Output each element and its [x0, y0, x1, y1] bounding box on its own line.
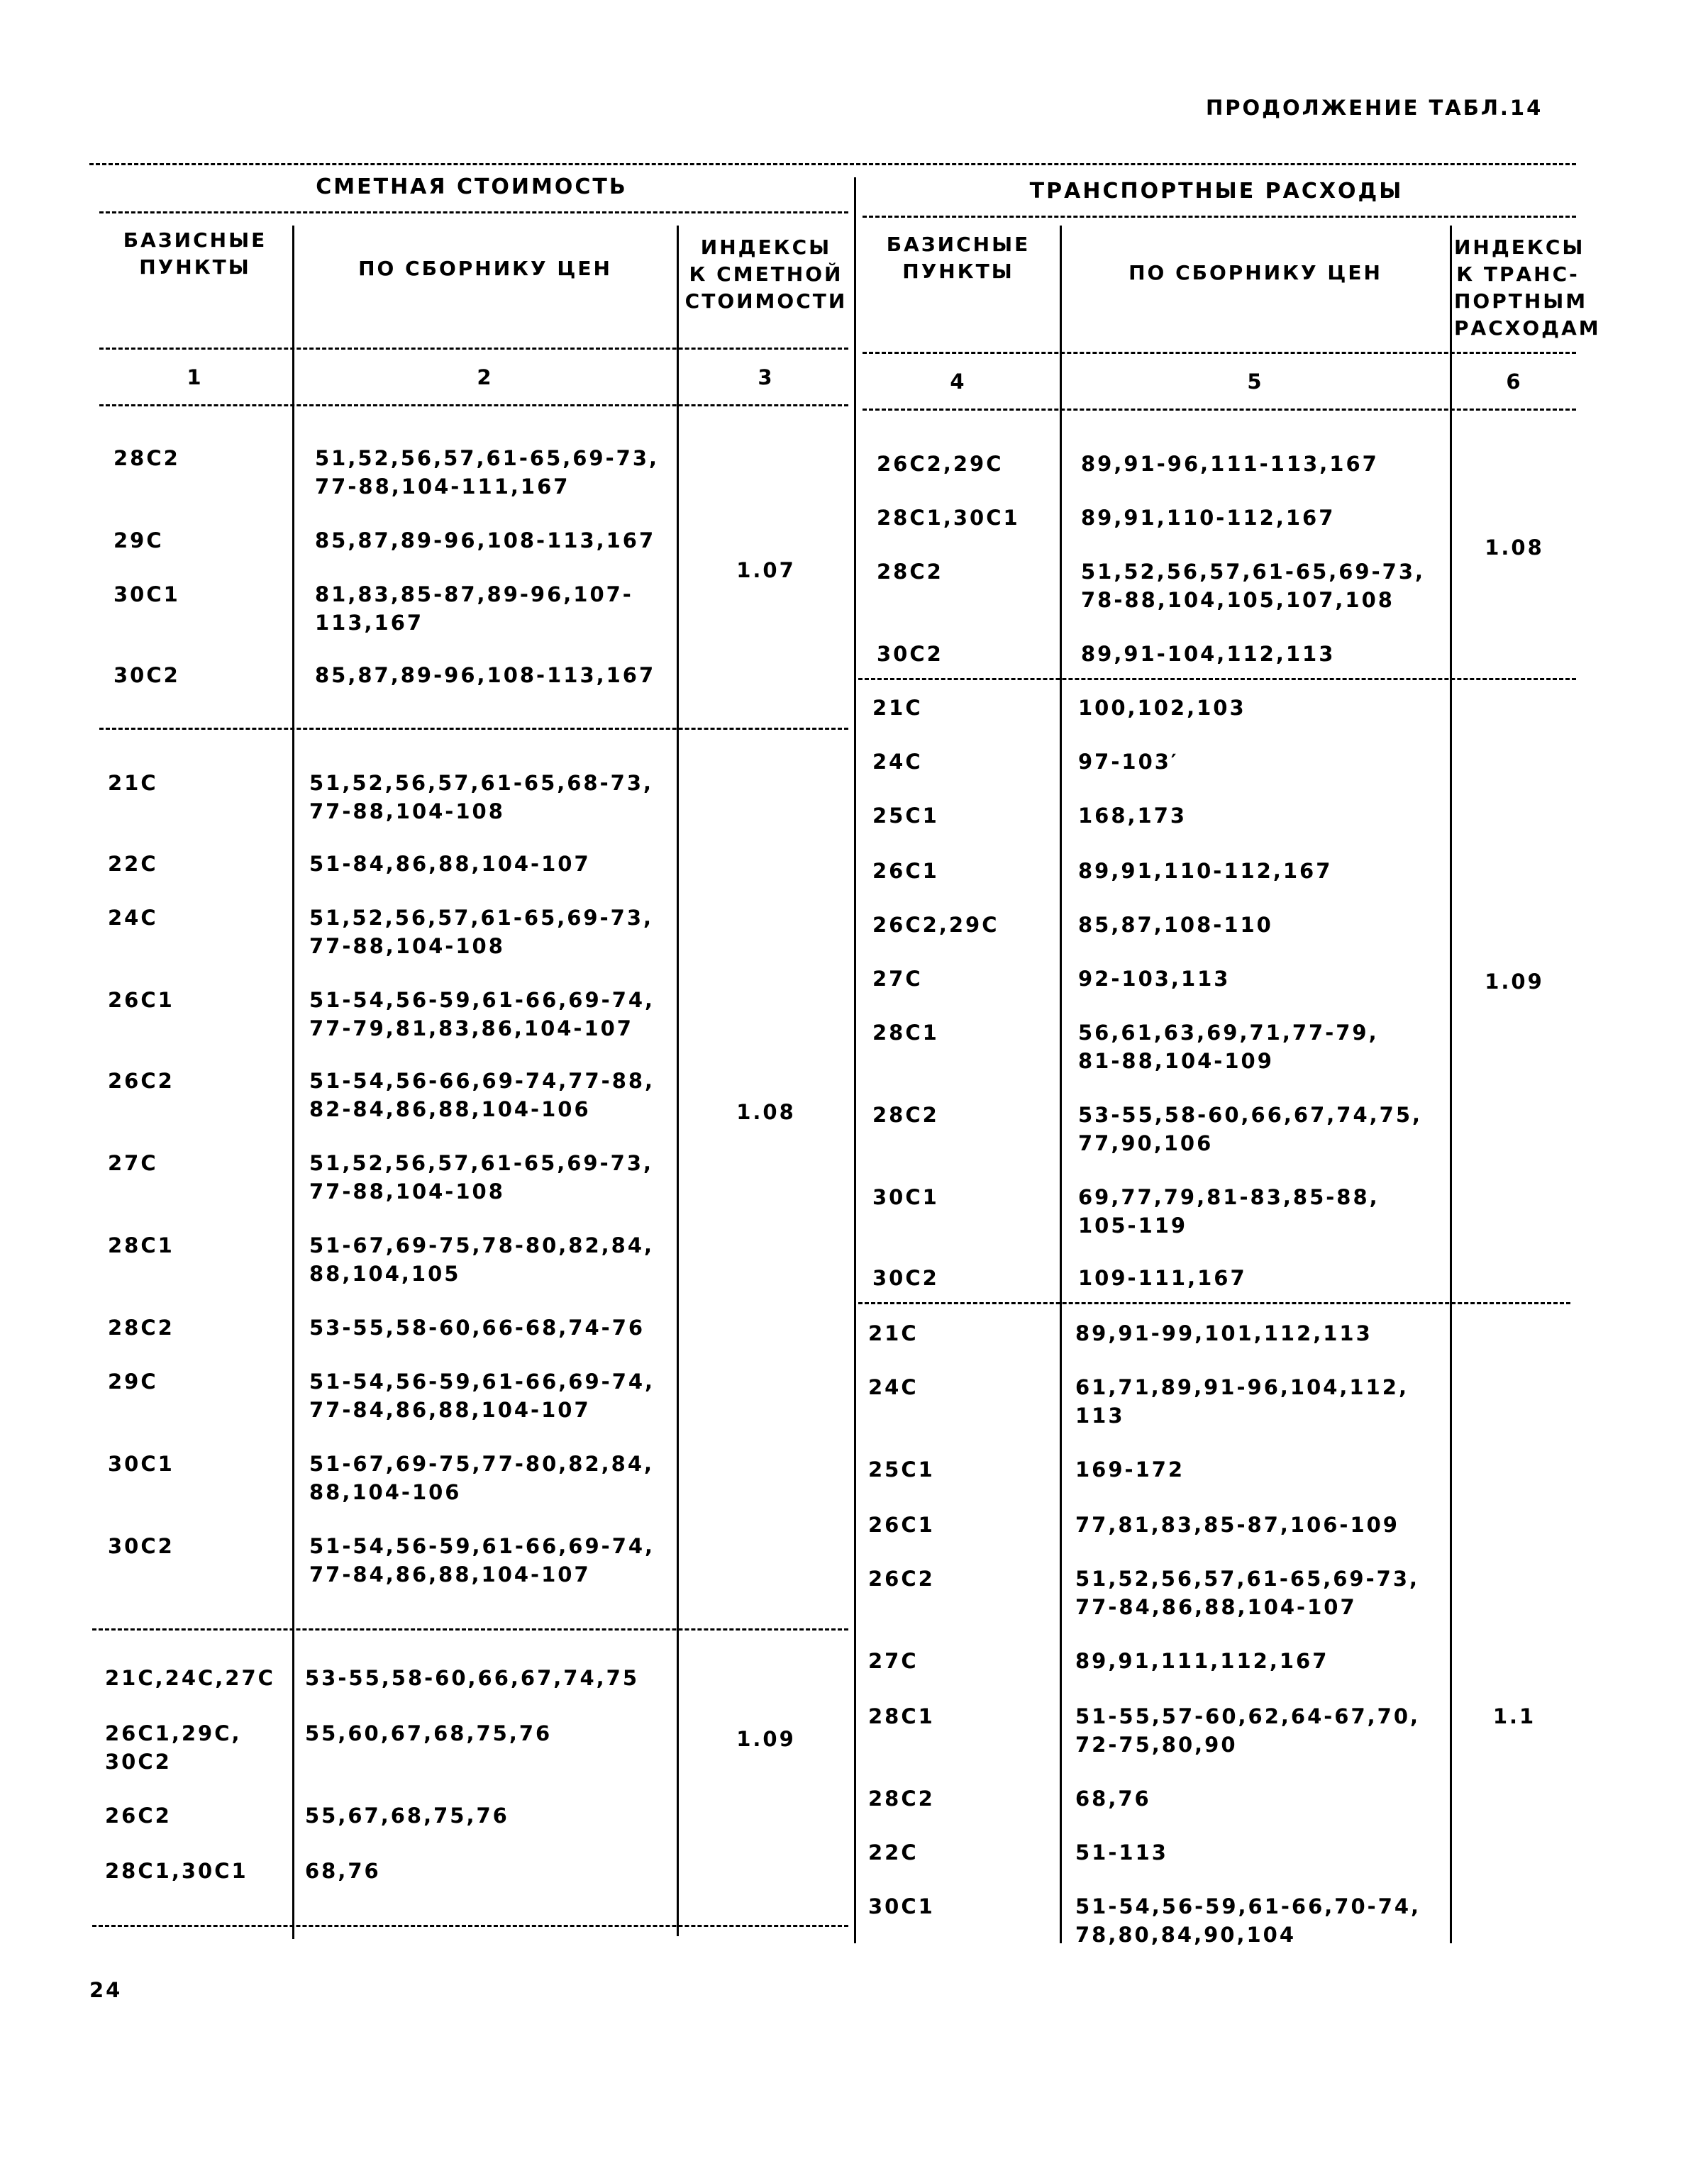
basis-point: 24С — [108, 906, 158, 930]
price-list-items: 169-172 — [1075, 1457, 1185, 1482]
basis-point: 30С2 — [872, 1266, 939, 1290]
basis-point: 26С1 — [872, 859, 939, 883]
price-list-items: 53-55,58-60,66,67,74,75 — [305, 1666, 640, 1690]
column-header-5: ПО СБОРНИКУ ЦЕН — [1128, 261, 1382, 284]
price-list-items: 85,87,108-110 — [1078, 913, 1273, 937]
column-header-1: БАЗИСНЫЕ ПУНКТЫ — [123, 228, 267, 279]
basis-point: 26С2,29С — [872, 913, 999, 937]
dashed-rule — [863, 409, 1576, 411]
price-list-items: 89,91-99,101,112,113 — [1075, 1321, 1372, 1345]
column-number-4: 4 — [950, 370, 967, 394]
dashed-rule — [89, 163, 1576, 165]
price-list-items: 85,87,89-96,108-113,167 — [315, 663, 656, 687]
price-list-items: 51,52,56,57,61-65,69-73, 77-84,86,88,104-107 — [1075, 1567, 1420, 1619]
dashed-rule — [99, 404, 848, 406]
basis-point: 26С1 — [108, 988, 174, 1012]
column-number-5: 5 — [1247, 370, 1264, 394]
price-list-items: 109-111,167 — [1078, 1266, 1247, 1290]
column-rule — [677, 226, 679, 1936]
price-list-items: 51-54,56-59,61-66,69-74, 77-84,86,88,104-107 — [309, 1370, 655, 1422]
dashed-rule — [858, 1302, 1570, 1304]
basis-point: 26С1,29С, 30С2 — [105, 1721, 242, 1774]
column-number-3: 3 — [758, 365, 775, 389]
dashed-rule — [92, 1628, 848, 1631]
basis-point: 28С1 — [872, 1021, 939, 1045]
transport-cost-index: 1.08 — [1485, 535, 1544, 560]
dashed-rule — [863, 352, 1576, 354]
price-list-items: 51-54,56-59,61-66,70-74, 78,80,84,90,104 — [1075, 1894, 1421, 1947]
price-list-items: 89,91,111,112,167 — [1075, 1649, 1329, 1673]
price-list-items: 68,76 — [1075, 1787, 1151, 1811]
dashed-rule — [863, 216, 1576, 218]
column-header-2: ПО СБОРНИКУ ЦЕН — [358, 257, 612, 280]
column-header-6: ИНДЕКСЫ К ТРАНС- ПОРТНЫМ РАСХОДАМ — [1454, 235, 1601, 340]
price-list-items: 56,61,63,69,71,77-79, 81-88,104-109 — [1078, 1021, 1379, 1073]
basis-point: 28С1 — [108, 1233, 174, 1257]
column-header-4: БАЗИСНЫЕ ПУНКТЫ — [886, 233, 1031, 283]
basis-point: 22С — [108, 852, 158, 876]
group-header-transport-costs: ТРАНСПОРТНЫЕ РАСХОДЫ — [1029, 179, 1404, 204]
basis-point: 26С2 — [105, 1804, 172, 1828]
price-list-items: 51-54,56-59,61-66,69-74, 77-84,86,88,104-107 — [309, 1534, 655, 1587]
column-rule — [854, 177, 856, 1943]
estimated-cost-index: 1.08 — [736, 1100, 796, 1124]
basis-point: 28С2 — [872, 1103, 939, 1127]
price-list-items: 61,71,89,91-96,104,112, 113 — [1075, 1375, 1409, 1428]
page-number: 24 — [89, 1978, 123, 2002]
basis-point: 27С — [108, 1151, 158, 1175]
price-list-items: 51-54,56-66,69-74,77-88, 82-84,86,88,104-106 — [309, 1069, 655, 1121]
price-list-items: 55,67,68,75,76 — [305, 1804, 509, 1828]
column-header-3: ИНДЕКСЫ К СМЕТНОЙ СТОИМОСТИ — [684, 235, 848, 313]
price-list-items: 89,91,110-112,167 — [1078, 859, 1333, 883]
price-list-items: 168,173 — [1078, 804, 1187, 828]
dashed-rule — [92, 1925, 848, 1927]
basis-point: 27С — [872, 967, 923, 991]
column-rule — [1450, 226, 1452, 1943]
basis-point: 29С — [113, 528, 164, 552]
transport-cost-index: 1.09 — [1485, 970, 1544, 994]
price-list-items: 51,52,56,57,61-65,68-73, 77-88,104-108 — [309, 771, 654, 823]
dashed-rule — [99, 211, 848, 213]
price-list-items: 51-113 — [1075, 1840, 1168, 1865]
column-rule — [292, 226, 294, 1939]
dashed-rule — [99, 348, 848, 350]
price-list-items: 51-67,69-75,77-80,82,84, 88,104-106 — [309, 1452, 655, 1504]
basis-point: 22С — [868, 1840, 919, 1865]
price-list-items: 55,60,67,68,75,76 — [305, 1721, 553, 1745]
basis-point: 28С1,30С1 — [877, 506, 1020, 530]
basis-point: 21С,24С,27С — [105, 1666, 275, 1690]
column-number-2: 2 — [477, 365, 494, 389]
basis-point: 28С2 — [108, 1316, 174, 1340]
basis-point: 26С1 — [868, 1513, 935, 1537]
price-list-items: 69,77,79,81-83,85-88, 105-119 — [1078, 1185, 1380, 1238]
price-list-items: 89,91,110-112,167 — [1081, 506, 1336, 530]
price-list-items: 51,52,56,57,61-65,69-73, 77-88,104-108 — [309, 906, 654, 958]
price-list-items: 89,91-104,112,113 — [1081, 642, 1336, 666]
basis-point: 24С — [872, 750, 923, 774]
column-number-6: 6 — [1506, 370, 1523, 394]
table-caption: ПРОДОЛЖЕНИЕ ТАБЛ.14 — [1206, 96, 1543, 120]
basis-point: 21С — [868, 1321, 919, 1345]
basis-point: 26С2 — [868, 1567, 935, 1591]
price-list-items: 85,87,89-96,108-113,167 — [315, 528, 656, 552]
basis-point: 28С1 — [868, 1704, 935, 1728]
basis-point: 30С2 — [877, 642, 943, 666]
price-list-items: 51,52,56,57,61-65,69-73, 78-88,104,105,107,108 — [1081, 560, 1426, 612]
price-list-items: 97-103′ — [1078, 750, 1179, 774]
basis-point: 30С1 — [868, 1894, 935, 1918]
basis-point: 30С1 — [108, 1452, 174, 1476]
basis-point: 30С2 — [108, 1534, 174, 1558]
price-list-items: 51-55,57-60,62,64-67,70, 72-75,80,90 — [1075, 1704, 1421, 1757]
basis-point: 27С — [868, 1649, 919, 1673]
basis-point: 26С2,29С — [877, 452, 1004, 476]
price-list-items: 100,102,103 — [1078, 696, 1246, 720]
price-list-items: 81,83,85-87,89-96,107- 113,167 — [315, 582, 633, 635]
price-list-items: 77,81,83,85-87,106-109 — [1075, 1513, 1399, 1537]
basis-point: 24С — [868, 1375, 919, 1399]
basis-point: 30С1 — [113, 582, 180, 606]
basis-point: 28С1,30С1 — [105, 1859, 248, 1883]
estimated-cost-index: 1.09 — [736, 1727, 796, 1751]
basis-point: 25С1 — [872, 804, 939, 828]
price-list-items: 68,76 — [305, 1859, 381, 1883]
basis-point: 21С — [108, 771, 158, 795]
basis-point: 25С1 — [868, 1457, 935, 1482]
basis-point: 30С2 — [113, 663, 180, 687]
price-list-items: 53-55,58-60,66-68,74-76 — [309, 1316, 645, 1340]
column-number-1: 1 — [187, 365, 204, 389]
basis-point: 30С1 — [872, 1185, 939, 1209]
price-list-items: 92-103,113 — [1078, 967, 1231, 991]
price-list-items: 51-54,56-59,61-66,69-74, 77-79,81,83,86,104-107 — [309, 988, 655, 1040]
dashed-rule — [858, 678, 1576, 680]
group-header-estimated-cost: СМЕТНАЯ СТОИМОСТЬ — [316, 174, 628, 199]
basis-point: 26С2 — [108, 1069, 174, 1093]
basis-point: 28С2 — [113, 446, 180, 470]
price-list-items: 51-67,69-75,78-80,82,84, 88,104,105 — [309, 1233, 655, 1286]
basis-point: 29С — [108, 1370, 158, 1394]
column-rule — [1060, 226, 1062, 1943]
price-list-items: 53-55,58-60,66,67,74,75, 77,90,106 — [1078, 1103, 1423, 1155]
dashed-rule — [99, 728, 848, 730]
estimated-cost-index: 1.07 — [736, 558, 796, 582]
price-list-items: 51,52,56,57,61-65,69-73, 77-88,104-108 — [309, 1151, 654, 1204]
basis-point: 28С2 — [868, 1787, 935, 1811]
basis-point: 28С2 — [877, 560, 943, 584]
price-list-items: 51-84,86,88,104-107 — [309, 852, 591, 876]
price-list-items: 51,52,56,57,61-65,69-73, 77-88,104-111,167 — [315, 446, 660, 499]
basis-point: 21С — [872, 696, 923, 720]
transport-cost-index: 1.1 — [1492, 1704, 1536, 1728]
price-list-items: 89,91-96,111-113,167 — [1081, 452, 1379, 476]
